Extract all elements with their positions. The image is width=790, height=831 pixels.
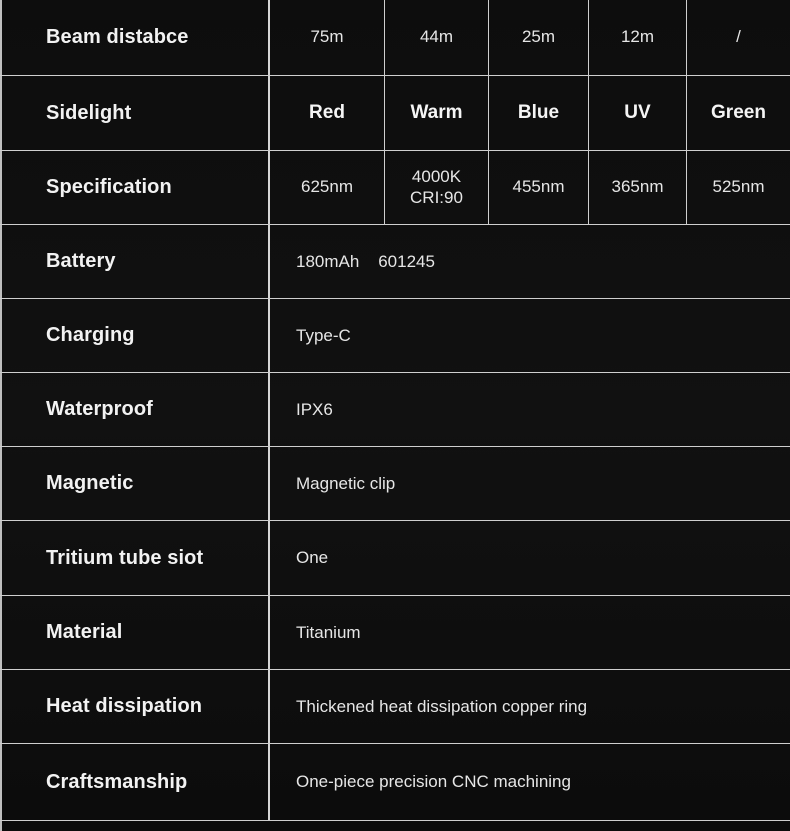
value-cell: Blue	[488, 76, 588, 150]
table-row-material	[0, 596, 790, 670]
value-cell: 44m	[384, 0, 488, 75]
value-cell: 12m	[588, 0, 686, 75]
row-value: Thickened heat dissipation copper ring	[296, 696, 588, 716]
row-label: Sidelight	[0, 76, 270, 150]
value-group	[270, 76, 790, 150]
value-cell: 525nm	[686, 151, 790, 224]
table-row-tritium	[0, 521, 790, 596]
value-cell: UV	[588, 76, 686, 150]
row-label: Beam distabce	[0, 0, 270, 75]
row-value: 180mAh 601245	[296, 251, 435, 271]
table-row-sidelight	[0, 76, 790, 151]
value-cell: Warm	[384, 76, 488, 150]
value-cell: Green	[686, 76, 790, 150]
table-row-charging	[0, 299, 790, 373]
table-row-heat-dissipation	[0, 670, 790, 744]
row-label: Battery	[0, 225, 270, 298]
value-cell: Red	[309, 101, 345, 123]
row-label: Craftsmanship	[0, 744, 270, 820]
row-label: Charging	[0, 299, 270, 372]
row-value: Type-C	[296, 325, 351, 345]
row-value: IPX6	[296, 399, 333, 419]
value-cell: 365nm	[588, 151, 686, 224]
row-label: Specification	[0, 151, 270, 224]
row-value: One	[296, 548, 329, 567]
value-group	[270, 151, 790, 224]
value-cell: 4000K CRI:90	[384, 151, 488, 224]
value-cell: 25m	[488, 0, 588, 75]
row-label: Waterproof	[0, 373, 270, 446]
row-label: Tritium tube siot	[0, 521, 270, 595]
row-value: Magnetic clip	[296, 473, 396, 493]
row-value: One-piece precision CNC machining	[296, 772, 571, 791]
value-cell: 625nm	[301, 177, 353, 197]
table-row-craftsmanship	[0, 744, 790, 821]
value-cell: 75m	[310, 27, 344, 47]
table-row-waterproof	[0, 373, 790, 447]
table-row-battery	[0, 225, 790, 299]
value-cell: 455nm	[488, 151, 588, 224]
table-row-specification	[0, 151, 790, 225]
value-cell: /	[686, 0, 790, 75]
row-label: Heat dissipation	[0, 670, 270, 743]
row-label: Magnetic	[0, 447, 270, 520]
row-label: Material	[0, 596, 270, 669]
table-row-beam-distance	[0, 0, 790, 76]
value-group	[270, 0, 790, 75]
row-value: Titanium	[296, 622, 361, 642]
table-row-magnetic	[0, 447, 790, 521]
